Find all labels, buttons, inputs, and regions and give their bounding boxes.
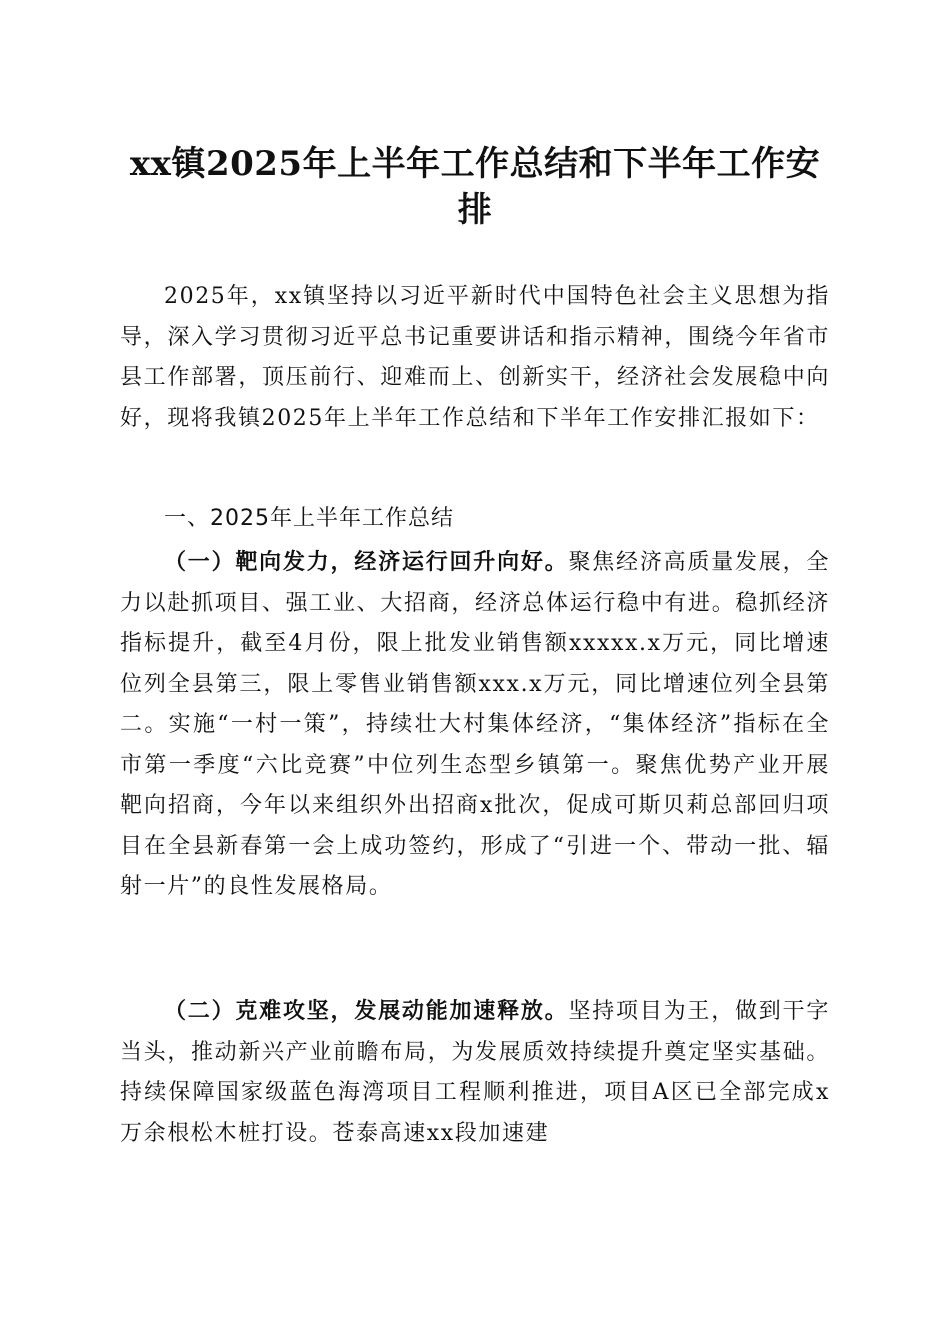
intro-paragraph: 2025年，xx镇坚持以习近平新时代中国特色社会主义思想为指导，深入学习贯彻习近平总书记重要讲话和指示精神，围绕今年省市县工作部署，顶压前行、迎难而上、创新实干，经济社会发展稳中向好，现将我镇2025年上半年工作总结和下半年工作安排汇报如下： bbox=[120, 284, 830, 431]
item-2-body: 坚持项目为王，做到干字当头，推动新兴产业前瞻布局，为发展质效持续提升奠定坚实基础。持续保障国家级蓝色海湾项目工程顺利推进，项目A区已全部完成x万余根松木桩打设。苍泰高速xx段加速建 bbox=[120, 999, 830, 1146]
item-2-heading: （二）克难攻坚，发展动能加速释放。 bbox=[164, 998, 569, 1024]
section-heading-1: 一、2025年上半年工作总结 bbox=[164, 506, 454, 531]
item-1-body: 聚焦经济高质量发展，全力以赴抓项目、强工业、大招商，经济总体运行稳中有进。稳抓经济指标提升，截至4月份，限上批发业销售额xxxxx.x万元，同比增速位列全县第三，限上零售业销售额xxx.x万元，同比增速位列全县第二。实施“一村一策”，持续壮大村集体经济，“集体经济”指标在全市第一季度“六比竞赛”中位列生态型乡镇第一。聚焦优势产业开展靶向招商，今年以来组织外出招商x批次，促成可斯贝莉总部回归项目在全县新春第一会上成功签约，形成了“引进一个、带动一批、辐射一片”的良性发展格局。 bbox=[120, 550, 830, 899]
item-1-heading: （一）靶向发力，经济运行回升向好。 bbox=[164, 549, 569, 575]
paragraph-item-1 bbox=[120, 542, 830, 908]
document-title: xx镇2025年上半年工作总结和下半年工作安排 bbox=[129, 144, 821, 230]
paragraph-item-2 bbox=[120, 991, 830, 1154]
